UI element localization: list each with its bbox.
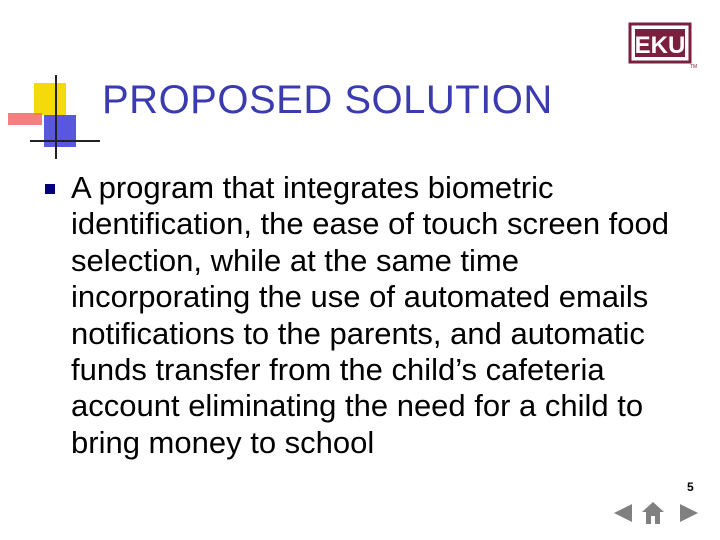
decorative-corner-graphic [0,75,100,165]
slide-title: PROPOSED SOLUTION [102,78,553,122]
home-icon[interactable] [640,500,666,526]
svg-text:EKU: EKU [634,32,686,59]
next-slide-icon[interactable] [676,500,702,526]
previous-slide-icon[interactable] [610,500,636,526]
bullet-marker [45,184,55,194]
eku-logo [628,20,698,70]
bullet-text: A program that integrates biometric identification, the ease of touch screen food selection, while at the same time incorporating the use of automated emails notifications to the parents, and automatic funds transfer from the child’s cafeteria account eliminating the need for a child to bring money to school [71,170,670,460]
svg-text:TM: TM [690,64,698,70]
page-number: 5 [687,480,694,494]
